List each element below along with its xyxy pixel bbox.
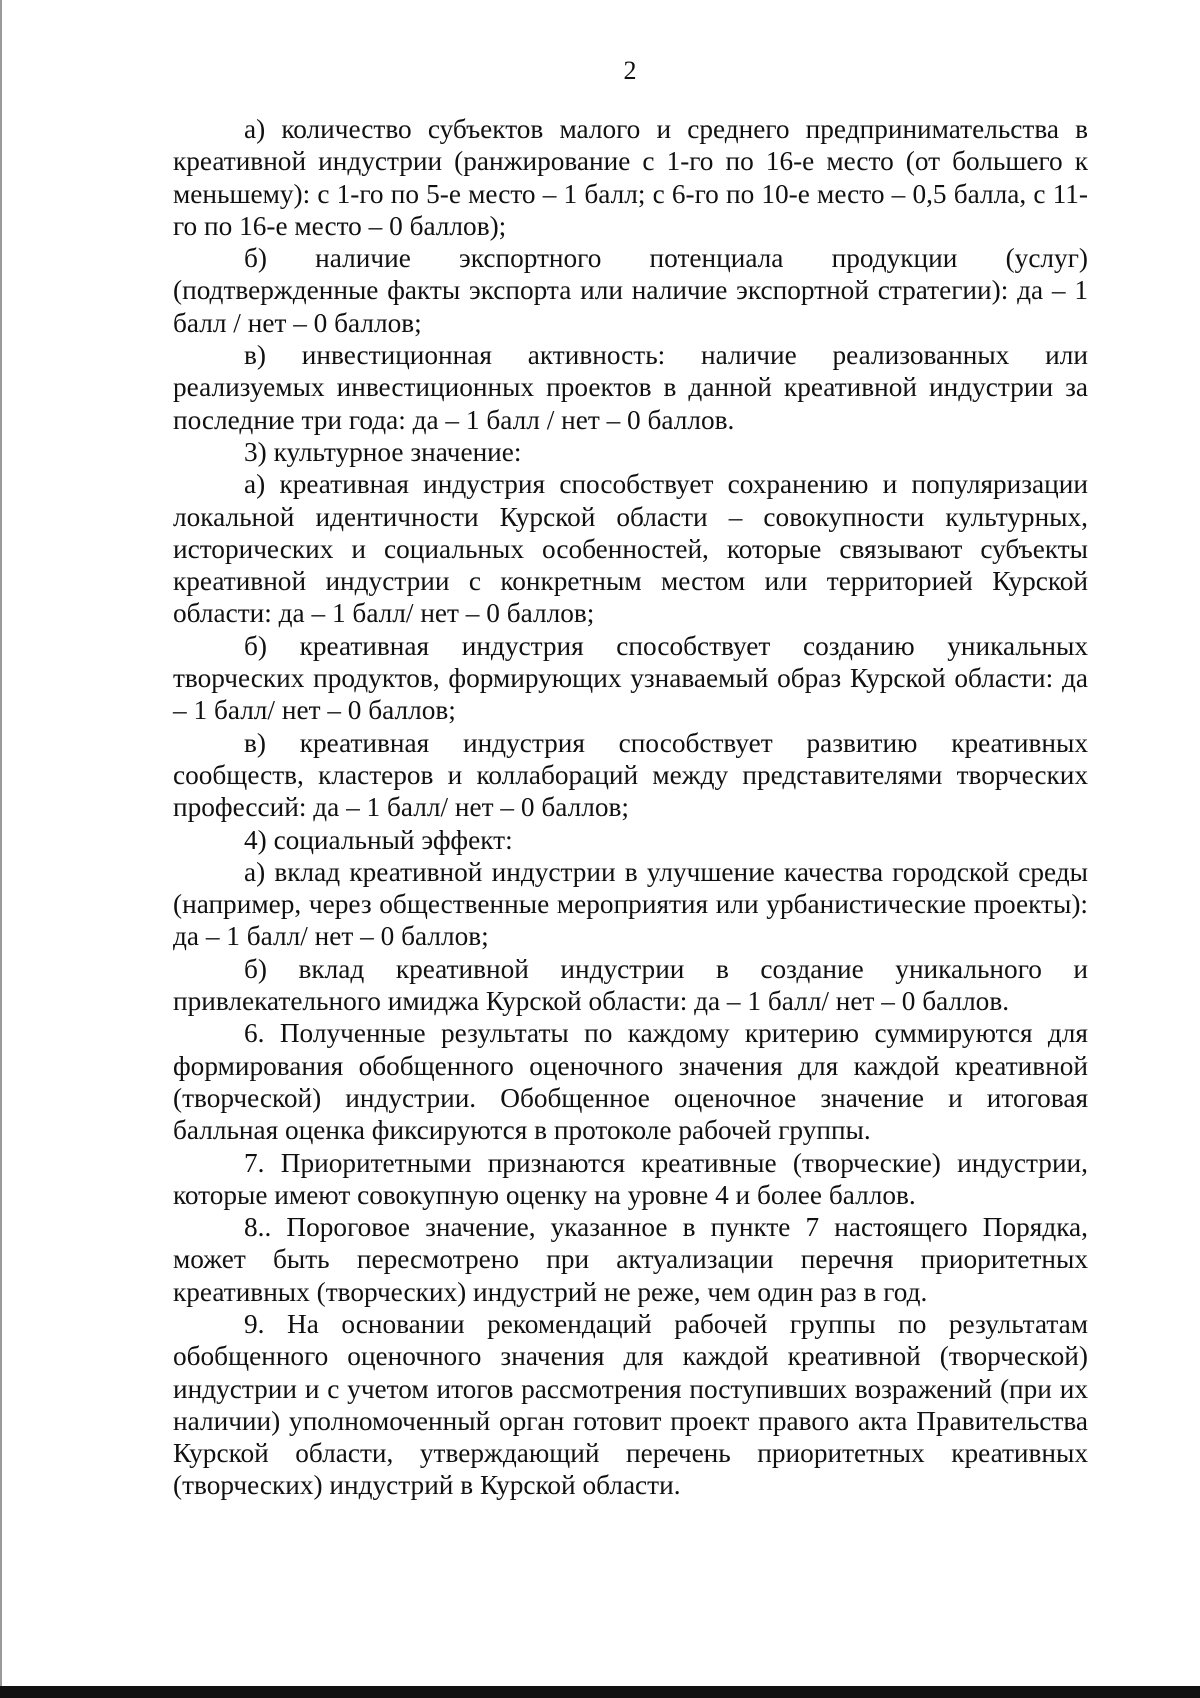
paragraph-social-b-image: б) вклад креативной индустрии в создание уникального и привлекательного имиджа Курской области: да – 1 балл/ нет – 0 баллов. bbox=[173, 953, 1088, 1017]
paragraph-export-c-investment: в) инвестиционная активность: наличие реализованных или реализуемых инвестиционных проектов в данной креативной индустрии за последние три года: да – 1 балл / нет – 0 баллов. bbox=[173, 340, 1088, 435]
heading-cultural-significance: 3) культурное значение: bbox=[244, 436, 522, 467]
scan-bottom-edge bbox=[0, 1686, 1200, 1698]
paragraph-cultural-b-products: б) креативная индустрия способствует созданию уникальных творческих продуктов, формирующих узнаваемый образ Курской области: да – 1 балл/ нет – 0 баллов; bbox=[173, 630, 1088, 726]
paragraph-item-9: 9. На основании рекомендаций рабочей группы по результатам обобщенного оценочного значения для каждой креативной (творческой) индустрии и с учетом итогов рассмотрения поступивших возражений (при их наличии) уполномоченный орган готовит проект правого акта Правительства Курской области, утверждающий перечень приоритетных креативных (творческих) индустрий в Курской области. bbox=[173, 1308, 1088, 1501]
page-number: 2 bbox=[623, 56, 637, 85]
paragraph-export-b-potential: б) наличие экспортного потенциала продукции (услуг) (подтвержденные факты экспорта или наличие экспортной стратегии): да – 1 балл / нет – 0 баллов; bbox=[173, 243, 1088, 338]
heading-social-effect: 4) социальный эффект: bbox=[244, 824, 513, 855]
paragraph-social-a-urban: а) вклад креативной индустрии в улучшение качества городской среды (например, через общественные мероприятия или урбанистические проекты): да – 1 балл/ нет – 0 баллов; bbox=[173, 856, 1088, 952]
paragraph-item-6: 6. Полученные результаты по каждому критерию суммируются для формирования обобщенного оценочного значения для каждой креативной (творческой) индустрии. Обобщенное оценочное значение и итоговая балльная оценка фиксируются в протоколе рабочей группы. bbox=[173, 1018, 1088, 1146]
paragraph-item-7: 7. Приоритетными признаются креативные (творческие) индустрии, которые имеют совокупную оценку на уровне 4 и более баллов. bbox=[173, 1147, 1088, 1210]
paragraph-cultural-a-identity: а) креативная индустрия способствует сохранению и популяризации локальной идентичности Курской области – совокупности культурных, исторических и социальных особенностей, которые связывают субъекты креативной индустрии с конкретным местом или территорией Курской области: да – 1 балл/ нет – 0 баллов; bbox=[173, 469, 1088, 629]
document-body bbox=[173, 113, 1088, 1502]
scan-left-edge bbox=[0, 0, 2, 1698]
paragraph-item-8: 8.. Пороговое значение, указанное в пункте 7 настоящего Порядка, может быть пересмотрено при актуализации перечня приоритетных креативных (творческих) индустрий не реже, чем один раз в год. bbox=[173, 1212, 1088, 1307]
paragraph-export-a-smes: а) количество субъектов малого и среднего предпринимательства в креативной индустрии (ранжирование с 1-го по 16-е место (от большего к меньшему): с 1-го по 5-е место – 1 балл; с 6-го по 10-е место – 0,5 балла, с 11-го по 16-е место – 0 баллов); bbox=[173, 114, 1088, 241]
paragraph-cultural-c-communities: в) креативная индустрия способствует развитию креативных сообществ, кластеров и коллабораций между представителями творческих профессий: да – 1 балл/ нет – 0 баллов; bbox=[173, 727, 1088, 823]
